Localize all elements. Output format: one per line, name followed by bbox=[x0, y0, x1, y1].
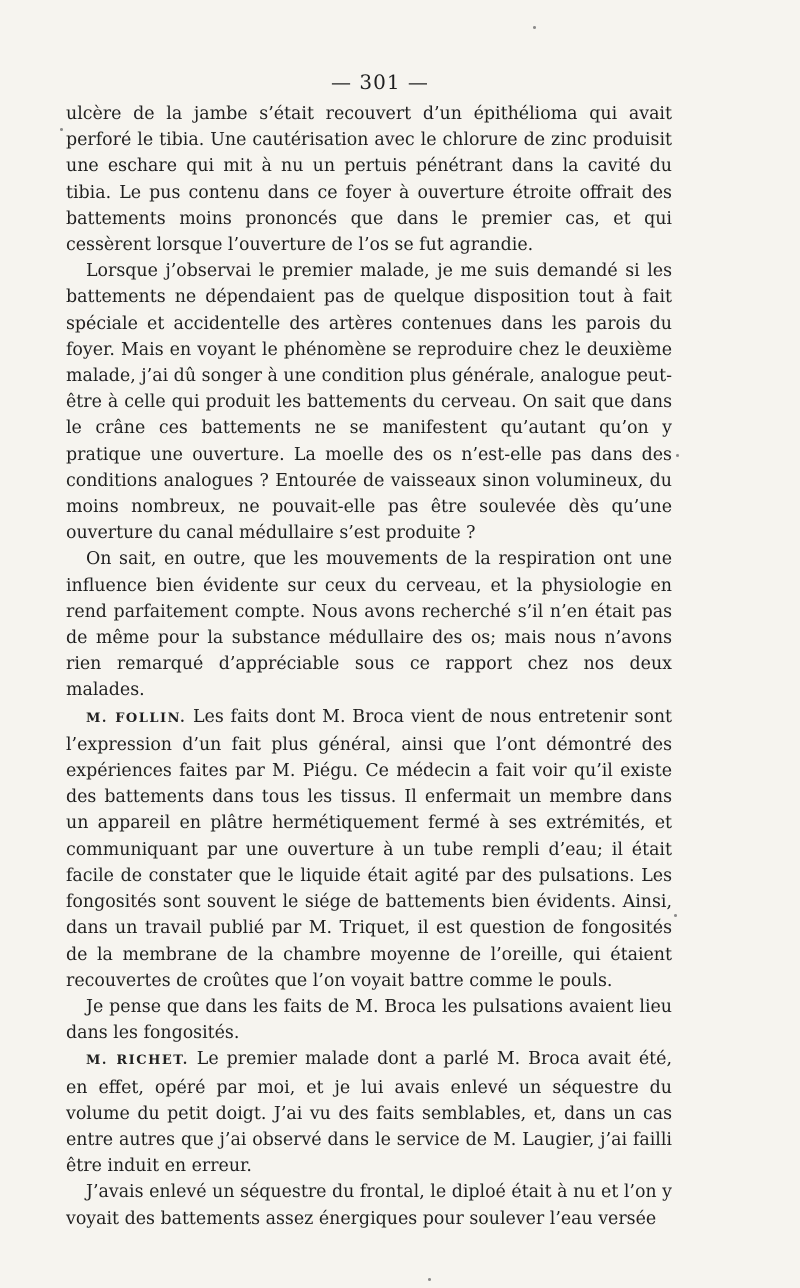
paragraph-text: Le premier malade dont a parlé M. Broca avait été, en effet, opéré par moi, et je lui avais enlevé un séquestre du volume du petit doigt. J’ai vu des faits semblables, et, dans un cas entre autres que j’ai observé dans le service de M. Laugier, j’ai failli être induit en erreur. bbox=[66, 1049, 672, 1177]
speaker-name: M. FOLLIN. bbox=[86, 710, 187, 726]
paragraph bbox=[66, 101, 672, 258]
paragraph-text: On sait, en outre, que les mouvements de la respiration ont une influence bien évidente sur ceux du cerveau, et la physiologie en rend parfaitement compte. Nous avons recherché s’il n’en était pas de même pour la substance médullaire des os; mais nous n’avons rien remarqué d’appréciable sous ce rapport chez nos deux malades. bbox=[66, 549, 672, 701]
paragraph bbox=[66, 258, 672, 546]
paper-speck bbox=[60, 128, 63, 131]
paragraph-text: ulcère de la jambe s’était recouvert d’un épithélioma qui avait perforé le tibia. Une cautérisation avec le chlorure de zinc produisit une eschare qui mit à nu un pertuis pénétrant dans la cavité du tibia. Le pus contenu dans ce foyer à ouverture étroite offrait des battements moins prononcés que dans le premier cas, et qui cessèrent lorsque l’ouverture de l’os se fut agrandie. bbox=[66, 104, 672, 256]
paragraph bbox=[66, 1179, 672, 1231]
paragraph bbox=[66, 994, 672, 1046]
paragraph-text: Les faits dont M. Broca vient de nous entretenir sont l’expression d’un fait plus général, ainsi que l’ont démontré des expériences faites par M. Piégu. Ce médecin a fait voir qu’il existe des battements dans tous les tissus. Il enfermait un membre dans un appareil en plâtre hermétiquement fermé à ses extrémités, et communiquant par une ouverture à un tube rempli d’eau; il était facile de constater que le liquide était agité par des pulsations. Les fongosités sont souvent le siége de battements bien évidents. Ainsi, dans un travail publié par M. Triquet, il est question de fongosités de la membrane de la chambre moyenne de l’oreille, qui étaient recouvertes de croûtes que l’on voyait battre comme le pouls. bbox=[66, 706, 673, 991]
speaker-name: M. RICHET. bbox=[86, 1053, 189, 1069]
paragraph-text: J’avais enlevé un séquestre du frontal, le diploé était à nu et l’on y voyait des battements assez énergiques pour soulever l’eau versée bbox=[66, 1182, 672, 1229]
paragraph bbox=[66, 704, 672, 994]
paper-speck bbox=[428, 1278, 431, 1281]
paper-speck bbox=[676, 454, 679, 457]
paragraph bbox=[66, 1046, 672, 1179]
paragraph bbox=[66, 546, 672, 703]
paragraph-text: Je pense que dans les faits de M. Broca les pulsations avaient lieu dans les fongosités. bbox=[66, 996, 672, 1044]
paragraph-text: Lorsque j’observai le premier malade, je me suis demandé si les battements ne dépendaient pas de quelque disposition tout à fait spéciale et accidentelle des artères contenues dans les parois du foyer. Mais en voyant le phénomène se reproduire chez le deuxième malade, j’ai dû songer à une condition plus générale, analogue peut-être à celle qui produit les battements du cerveau. On sait que dans le crâne ces battements ne se manifestent qu’autant qu’on y pratique une ouverture. La moelle des os n’est-elle pas dans des conditions analogues ? Entourée de vaisseaux sinon volumineux, du moins nombreux, ne pouvait-elle pas être soulevée dès qu’une ouverture du canal médullaire s’est produite ? bbox=[66, 261, 672, 544]
paper-speck bbox=[674, 914, 677, 917]
body-text bbox=[66, 101, 672, 1232]
paper-speck bbox=[533, 26, 536, 29]
page-number: — 301 — bbox=[331, 70, 429, 94]
